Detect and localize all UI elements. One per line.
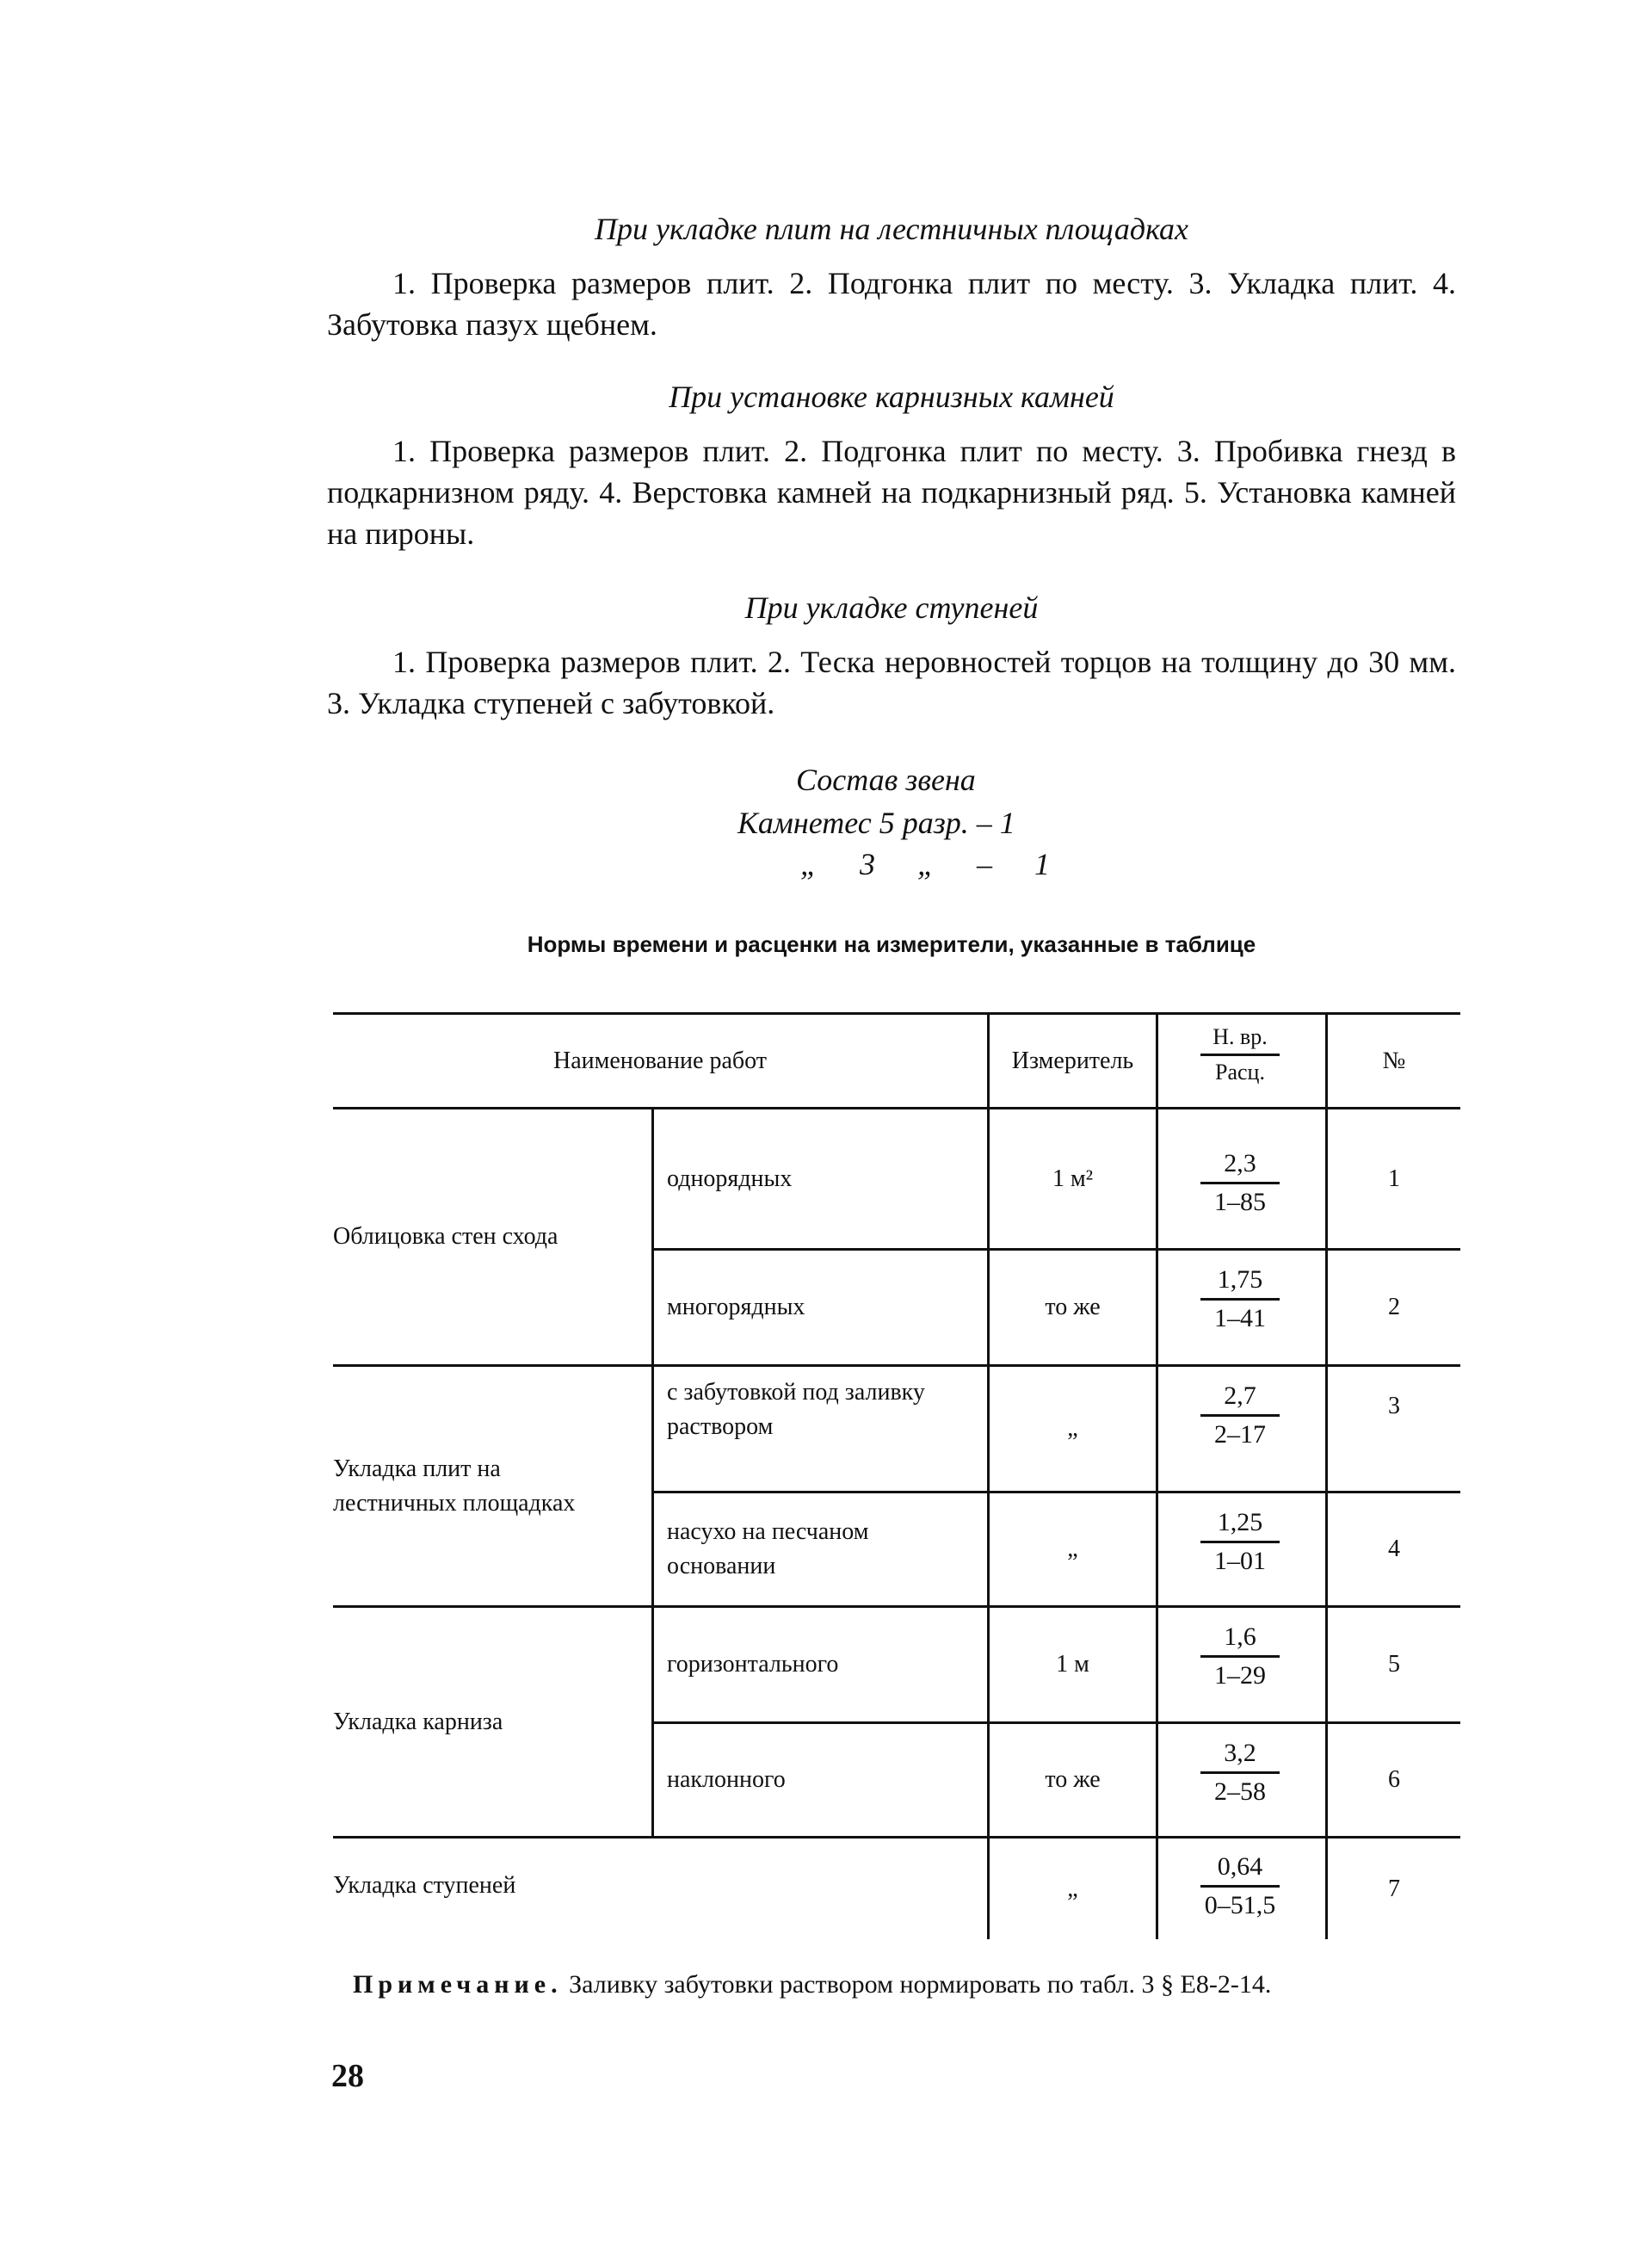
table-rule: [651, 1107, 654, 1836]
crew-line: „ 3 „ – 1: [800, 847, 1051, 881]
row-unit: „: [1067, 1875, 1078, 1902]
rate: 1–29: [1214, 1661, 1266, 1690]
rate: 1–85: [1214, 1188, 1266, 1216]
norm-time: 2,7: [1224, 1381, 1256, 1410]
section-heading: При укладке ступеней: [744, 590, 1039, 625]
row-unit: то же: [1045, 1766, 1101, 1793]
row-unit: „: [1067, 1415, 1078, 1442]
note-label: Примечание.: [353, 1970, 563, 1999]
group-label: Укладка карниза: [333, 1708, 503, 1735]
table-note: [353, 1967, 1456, 2003]
group-label: Облицовка стен схода: [333, 1223, 558, 1250]
rate: 2–58: [1214, 1777, 1266, 1806]
row-number: 1: [1388, 1165, 1400, 1192]
norm-time: 1,6: [1224, 1622, 1256, 1651]
header-rate: Расц.: [1215, 1060, 1265, 1085]
row-number: 7: [1388, 1875, 1400, 1902]
header-norm-time: Н. вр.: [1212, 1024, 1268, 1049]
row-unit: „: [1067, 1536, 1078, 1562]
header-number: №: [1382, 1047, 1406, 1074]
section-heading: При установке карнизных камней: [669, 380, 1114, 414]
section-paragraph: 1. Проверка размеров плит. 2. Теска неровностей торцов на толщину до 30 мм. 3. Укладка ступеней с забутовкой.: [327, 645, 1456, 720]
norm-time: 3,2: [1224, 1739, 1256, 1767]
rate: 1–41: [1214, 1304, 1266, 1332]
row-norm: [1188, 1739, 1292, 1807]
rate: 0–51,5: [1204, 1891, 1276, 1919]
row-subtype: однорядных: [667, 1165, 793, 1192]
group-label: Укладка плит на лестничных площадках: [333, 1455, 576, 1517]
crew-line: Камнетес 5 разр. – 1: [737, 806, 1015, 840]
row-norm: [1188, 1265, 1292, 1333]
section-paragraph: 1. Проверка размеров плит. 2. Подгонка плит по месту. 3. Укладка плит. 4. Забутовка пазух щебнем.: [327, 266, 1456, 342]
row-number: 2: [1388, 1294, 1400, 1320]
norm-time: 1,75: [1217, 1265, 1263, 1294]
row-number: 5: [1388, 1651, 1400, 1678]
row-norm: [1188, 1149, 1292, 1217]
section-heading: При укладке плит на лестничных площадках: [594, 212, 1189, 246]
row-norm: [1188, 1381, 1292, 1449]
row-subtype: насухо на песчаном основании: [667, 1518, 869, 1579]
rate: 2–17: [1214, 1420, 1266, 1449]
row-subtype: наклонного: [667, 1766, 786, 1793]
header-norm: [1188, 1024, 1292, 1085]
row-unit: то же: [1045, 1294, 1101, 1320]
page-number: 28: [331, 2058, 364, 2094]
note-text: Заливку забутовки раствором нормировать по табл. 3 § Е8-2-14.: [569, 1970, 1272, 1999]
group-label: Укладка ступеней: [333, 1872, 516, 1899]
norm-time: 0,64: [1217, 1852, 1263, 1881]
row-norm: [1188, 1508, 1292, 1576]
row-subtype: многорядных: [667, 1294, 805, 1320]
row-number: 4: [1388, 1536, 1400, 1562]
section-paragraph: 1. Проверка размеров плит. 2. Подгонка плит по месту. 3. Пробивка гнезд в подкарнизном ряду. 4. Верстовка камней на подкарнизный ряд. 5. Установка камней на пироны.: [327, 434, 1456, 551]
row-unit: 1 м²: [1052, 1165, 1094, 1192]
crew-title: Состав звена: [796, 763, 976, 797]
row-norm: [1188, 1852, 1292, 1920]
header-unit: Измеритель: [1011, 1047, 1134, 1074]
table-rule: [1156, 1012, 1158, 1939]
row-number: 3: [1388, 1393, 1400, 1419]
row-subtype: горизонтального: [667, 1651, 839, 1678]
header-work: Наименование работ: [553, 1047, 767, 1074]
rate: 1–01: [1214, 1547, 1266, 1575]
row-unit: 1 м: [1056, 1651, 1089, 1678]
row-number: 6: [1388, 1766, 1400, 1793]
row-norm: [1188, 1622, 1292, 1690]
norm-time: 1,25: [1217, 1508, 1263, 1536]
row-subtype: с забутовкой под заливку раствором: [667, 1379, 925, 1440]
norm-time: 2,3: [1224, 1149, 1256, 1177]
table-caption: Нормы времени и расценки на измерители, указанные в таблице: [527, 931, 1256, 957]
